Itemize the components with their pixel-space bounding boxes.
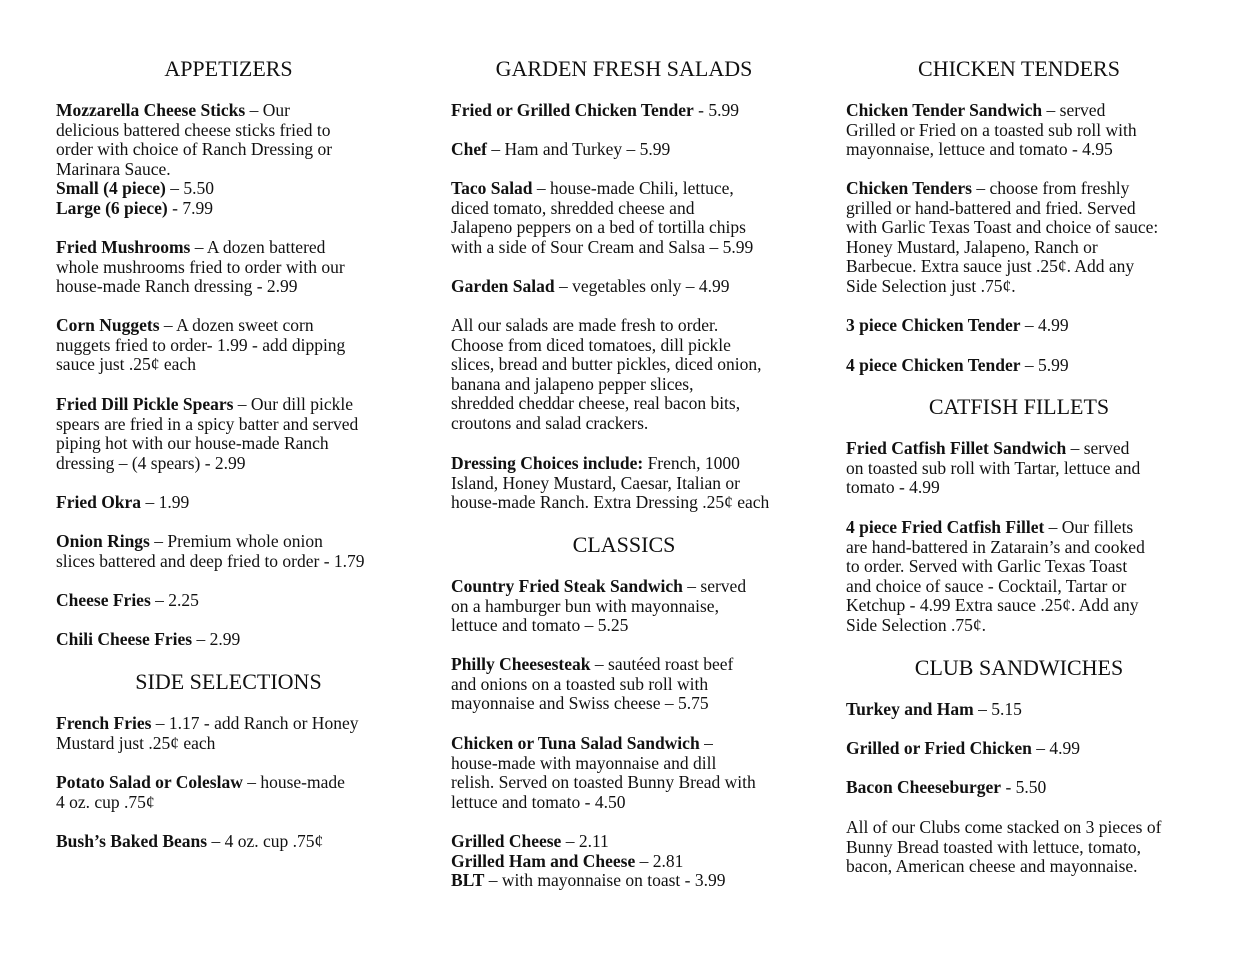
menu-item-fried-mushrooms: Fried Mushrooms – A dozen battered whole mushrooms fried to order with our house-made Ranch dressing - 2.99 (56, 237, 345, 297)
menu-item-turkey-ham: Turkey and Ham – 5.15 (846, 699, 1022, 719)
clubs-heading: CLUB SANDWICHES (914, 655, 1124, 680)
tenders-heading: CHICKEN TENDERS (918, 56, 1120, 81)
menu-item-garden-salad: Garden Salad – vegetables only – 4.99 (451, 276, 730, 296)
menu-item-3-piece-tender: 3 piece Chicken Tender – 4.99 (846, 315, 1069, 335)
menu-item-potato-salad: Potato Salad or Coleslaw – house-made 4 oz. cup .75¢ (56, 772, 345, 812)
menu-item-onion-rings: Onion Rings – Premium whole onion slices battered and deep fried to order - 1.79 (56, 531, 365, 571)
menu-item-chicken-tuna-sandwich: Chicken or Tuna Salad Sandwich – house-made with mayonnaise and dill relish. Served on toasted Bunny Bread with lettuce and tomato - 4.50 (451, 733, 756, 812)
menu-item-fried-okra: Fried Okra – 1.99 (56, 492, 190, 512)
menu-item-chicken-tenders: Chicken Tenders – choose from freshly grilled or hand-battered and fried. Served with Garlic Texas Toast and choice of sauce: Honey Mustard, Jalapeno, Ranch or Barbecue. Extra sauce just .25¢. Add any Side Selection just .75¢. (846, 178, 1159, 296)
salads-heading: GARDEN FRESH SALADS (495, 56, 753, 81)
size-large: Large (6 piece) - 7.99 (56, 197, 213, 218)
size-small: Small (4 piece) – 5.50 (56, 178, 214, 199)
catfish-heading: CATFISH FILLETS (928, 394, 1110, 419)
menu-item-philly-cheesesteak: Philly Cheesesteak – sautéed roast beef and onions on a toasted sub roll with mayonnaise and Swiss cheese – 5.75 (451, 654, 734, 714)
menu-item-baked-beans: Bush’s Baked Beans – 4 oz. cup .75¢ (56, 831, 324, 851)
menu-item-taco-salad: Taco Salad – house-made Chili, lettuce, diced tomato, shredded cheese and Jalapeno peppers on a bed of tortilla chips with a side of Sour Cream and Salsa – 5.99 (451, 178, 754, 257)
sides-heading: SIDE SELECTIONS (135, 669, 322, 694)
menu-item-french-fries: French Fries – 1.17 - add Ranch or Honey Mustard just .25¢ each (56, 713, 359, 753)
clubs-note: All of our Clubs come stacked on 3 pieces of Bunny Bread toasted with lettuce, tomato, bacon, American cheese and mayonnaise. (846, 817, 1162, 877)
menu-item-country-fried-steak: Country Fried Steak Sandwich – served on a hamburger bun with mayonnaise, lettuce and tomato – 5.25 (451, 576, 747, 636)
menu-item-bacon-cheeseburger: Bacon Cheeseburger - 5.50 (846, 777, 1047, 797)
menu-item-pickle-spears: Fried Dill Pickle Spears – Our dill pickle spears are fried in a spicy batter and served piping hot with our house-made Ranch dressing – (4 spears) - 2.99 (56, 394, 359, 473)
menu-item-chicken-tender-sandwich: Chicken Tender Sandwich – served Grilled or Fried on a toasted sub roll with mayonnaise, lettuce and tomato - 4.95 (846, 100, 1137, 160)
salads-note: All our salads are made fresh to order. Choose from diced tomatoes, dill pickle slices, bread and butter pickles, diced onion, banana and jalapeno pepper slices, shredded cheddar cheese, real bacon bits, croutons and salad crackers. (451, 315, 762, 433)
menu-item-catfish-fillet: 4 piece Fried Catfish Fillet – Our fillets are hand-battered in Zatarain’s and cooked to order. Served with Garlic Texas Toast and choice of sauce - Cocktail, Tartar or Ketchup - 4.99 Extra sauce .25¢. Add any Side Selection .75¢. (846, 517, 1145, 635)
menu-item-chef-salad: Chef – Ham and Turkey – 5.99 (451, 139, 671, 159)
menu-item-chicken-tender-salad: Fried or Grilled Chicken Tender - 5.99 (451, 100, 739, 120)
appetizers-heading: APPETIZERS (164, 56, 293, 81)
menu-item-cheese-fries: Cheese Fries – 2.25 (56, 590, 199, 610)
menu-item-mozzarella-sticks: Mozzarella Cheese Sticks – Our delicious battered cheese sticks fried to order with choice of Ranch Dressing or Marinara Sauce. Small (4 piece) – 5.50 Large (6 piece) - 7.99 (56, 101, 401, 219)
menu-item-grilled-fried-chicken: Grilled or Fried Chicken – 4.99 (846, 738, 1080, 758)
menu-item-grilled-cheese-group: Grilled Cheese – 2.11 Grilled Ham and Cheese – 2.81 BLT – with mayonnaise on toast - 3.99 (451, 831, 726, 891)
dressing-choices: Dressing Choices include: French, 1000 Island, Honey Mustard, Caesar, Italian or house-made Ranch. Extra Dressing .25¢ each (451, 453, 770, 513)
menu-item-4-piece-tender: 4 piece Chicken Tender – 5.99 (846, 355, 1069, 375)
menu-item-catfish-sandwich: Fried Catfish Fillet Sandwich – served on toasted sub roll with Tartar, lettuce and tomato - 4.99 (846, 438, 1141, 498)
menu-item-chili-cheese-fries: Chili Cheese Fries – 2.99 (56, 629, 241, 649)
menu-item-corn-nuggets: Corn Nuggets – A dozen sweet corn nuggets fried to order- 1.99 - add dipping sauce just .25¢ each (56, 315, 346, 375)
item-name: Mozzarella Cheese Sticks (56, 100, 246, 120)
classics-heading: CLASSICS (572, 532, 676, 557)
